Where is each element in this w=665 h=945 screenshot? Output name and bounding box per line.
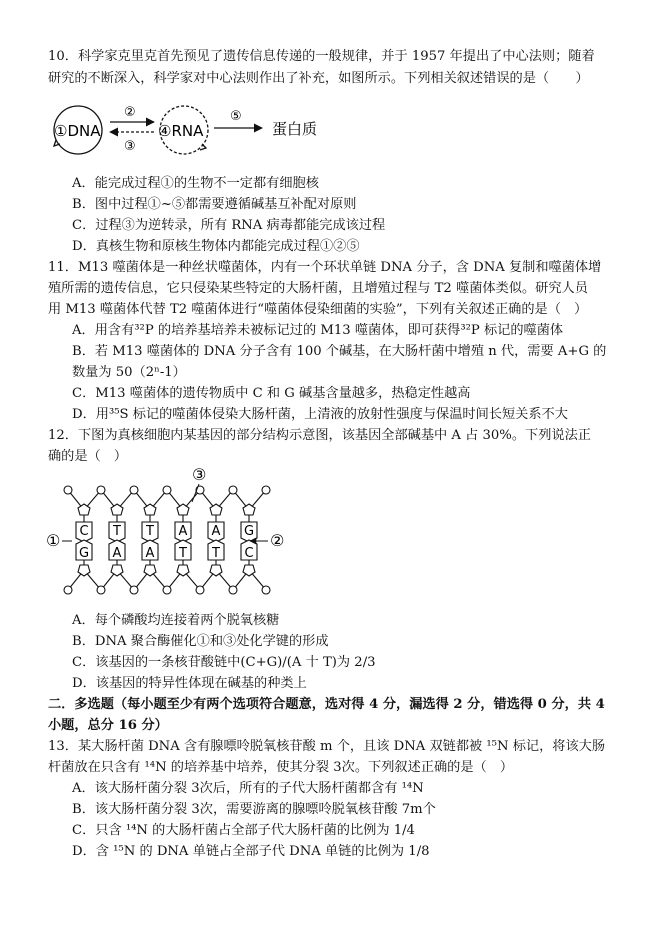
top-base-letter: A	[211, 524, 221, 539]
arrow3-label: ③	[124, 139, 136, 154]
q11-stem-line2: 殖所需的遗传信息，它只侵染某些特定的大肠杆菌，且增殖过程与 T2 噬菌体类似。研究人员	[48, 281, 588, 296]
top-phosphate	[64, 486, 72, 494]
bottom-phosphate	[229, 586, 237, 594]
top-base-letter: C	[79, 524, 89, 539]
q12-option-b[interactable]: B．DNA 聚合酶催化①和③处化学键的形成	[72, 634, 329, 649]
q11-option-b-cont: 数量为 50（2ⁿ-1）	[72, 365, 186, 380]
q12-option-c[interactable]: C．该基因的一条核苷酸链中(C+G)/(A 十 T)为 2/3	[72, 655, 376, 670]
q10-option-b[interactable]: B．图中过程①~⑤都需要遵循碱基互补配对原则	[72, 197, 357, 212]
q13-stem-line1: 13．某大肠杆菌 DNA 含有腺嘌呤脱氧核苷酸 m 个，且该 DNA 双链都被 ¹⁵N 标记，将该大肠	[48, 739, 606, 754]
top-base-letter: T	[146, 524, 154, 539]
protein-label: 蛋白质	[272, 120, 318, 138]
section2-heading-line2: 小题，总分 16 分）	[48, 718, 168, 733]
q10-stem-line1: 10．科学家克里克首先预见了遗传信息传递的一般规律，并于 1957 年提出了中心法则；随着	[48, 49, 595, 64]
dna-structure-diagram	[44, 466, 304, 606]
bottom-phosphate	[130, 586, 138, 594]
top-base-letter: A	[178, 524, 188, 539]
q11-stem-line3: 用 M13 噬菌体代替 T2 噬菌体进行“噬菌体侵染细菌的实验”，下列有关叙述正确的是（ ）	[48, 302, 588, 317]
top-phosphate	[130, 486, 138, 494]
bottom-base-letter: A	[112, 546, 122, 561]
bottom-phosphate	[262, 586, 270, 594]
q11-option-d[interactable]: D．用³⁵S 标记的噬菌体侵染大肠杆菌，上清液的放射性强度与保温时间长短关系不大	[72, 407, 568, 422]
top-phosphate	[163, 486, 171, 494]
bottom-base-letter: T	[179, 546, 187, 561]
q12-stem-line1: 12．下图为真核细胞内某基因的部分结构示意图，该基因全部碱基中 A 占 30%。下列说法正	[48, 428, 591, 443]
bottom-phosphate	[97, 586, 105, 594]
top-phosphate	[262, 486, 270, 494]
section2-heading-line1: 二．多选题（每小题至少有两个选项符合题意，选对得 4 分，漏选得 2 分，错选得 0 分，共 4	[48, 697, 605, 712]
top-phosphate	[97, 486, 105, 494]
bottom-phosphate	[64, 586, 72, 594]
q13-option-d[interactable]: D．含 ¹⁵N 的 DNA 单链占全部子代 DNA 单链的比例为 1/8	[72, 844, 430, 859]
bottom-phosphate	[163, 586, 171, 594]
arrow5-label: ⑤	[230, 109, 242, 124]
q11-option-b[interactable]: B．若 M13 噬菌体的 DNA 分子含有 100 个碱基，在大肠杆菌中增殖 n 代，需要 A+G 的	[72, 344, 607, 359]
q12-option-d[interactable]: D．该基因的特异性体现在碱基的种类上	[72, 676, 307, 691]
q10-stem-line2: 研究的不断深入，科学家对中心法则作出了补充，如图所示。下列相关叙述错误的是（ ）	[48, 71, 589, 86]
bottom-base-letter: T	[212, 546, 220, 561]
q13-option-b[interactable]: B．该大肠杆菌分裂 3次，需要游离的腺嘌呤脱氧核苷酸 7m个	[72, 802, 436, 817]
q13-option-a[interactable]: A．该大肠杆菌分裂 3次后，所有的子代大肠杆菌都含有 ¹⁴N	[72, 781, 424, 796]
arrow2-label: ②	[124, 105, 136, 120]
top-base-letter: T	[113, 524, 121, 539]
q12-option-a[interactable]: A．每个磷酸均连接着两个脱氧核糖	[72, 613, 280, 628]
q10-option-d[interactable]: D．真核生物和原核生物体内都能完成过程①②⑤	[72, 239, 360, 254]
q12-stem-line2: 确的是（ ）	[48, 449, 128, 464]
bottom-phosphate	[196, 586, 204, 594]
label-3: ③	[192, 466, 207, 484]
bottom-base-letter: G	[78, 546, 90, 561]
q11-option-c[interactable]: C．M13 噬菌体的遗传物质中 C 和 G 碱基含量越多，热稳定性越高	[72, 386, 471, 401]
q10-option-a[interactable]: A．能完成过程①的生物不一定都有细胞核	[72, 176, 319, 191]
label-2: ②	[270, 531, 285, 550]
top-base-letter: G	[243, 524, 255, 539]
q13-stem-line2: 杆菌放在只含有 ¹⁴N 的培养基中培养，使其分裂 3次。下列叙述正确的是（ ）	[48, 760, 514, 775]
q10-option-c[interactable]: C．过程③为逆转录，所有 RNA 病毒都能完成该过程	[72, 218, 386, 233]
q11-option-a[interactable]: A．用含有³²P 的培养基培养未被标记过的 M13 噬菌体，即可获得³²P 标记的噬菌体	[72, 323, 564, 338]
bottom-base-letter: C	[244, 546, 254, 561]
bottom-base-letter: A	[145, 546, 155, 561]
q13-option-c[interactable]: C．只含 ¹⁴N 的大肠杆菌占全部子代大肠杆菌的比例为 1/4	[72, 823, 415, 838]
q11-stem-line1: 11．M13 噬菌体是一种丝状噬菌体，内有一个环状单链 DNA 分子，含 DNA 复制和噬菌体增	[48, 260, 602, 275]
central-dogma-diagram	[48, 100, 378, 160]
rna-label: ④RNA	[158, 122, 204, 140]
label-1: ①	[46, 531, 61, 550]
top-phosphate	[229, 486, 237, 494]
dna-label: ①DNA	[54, 122, 101, 140]
